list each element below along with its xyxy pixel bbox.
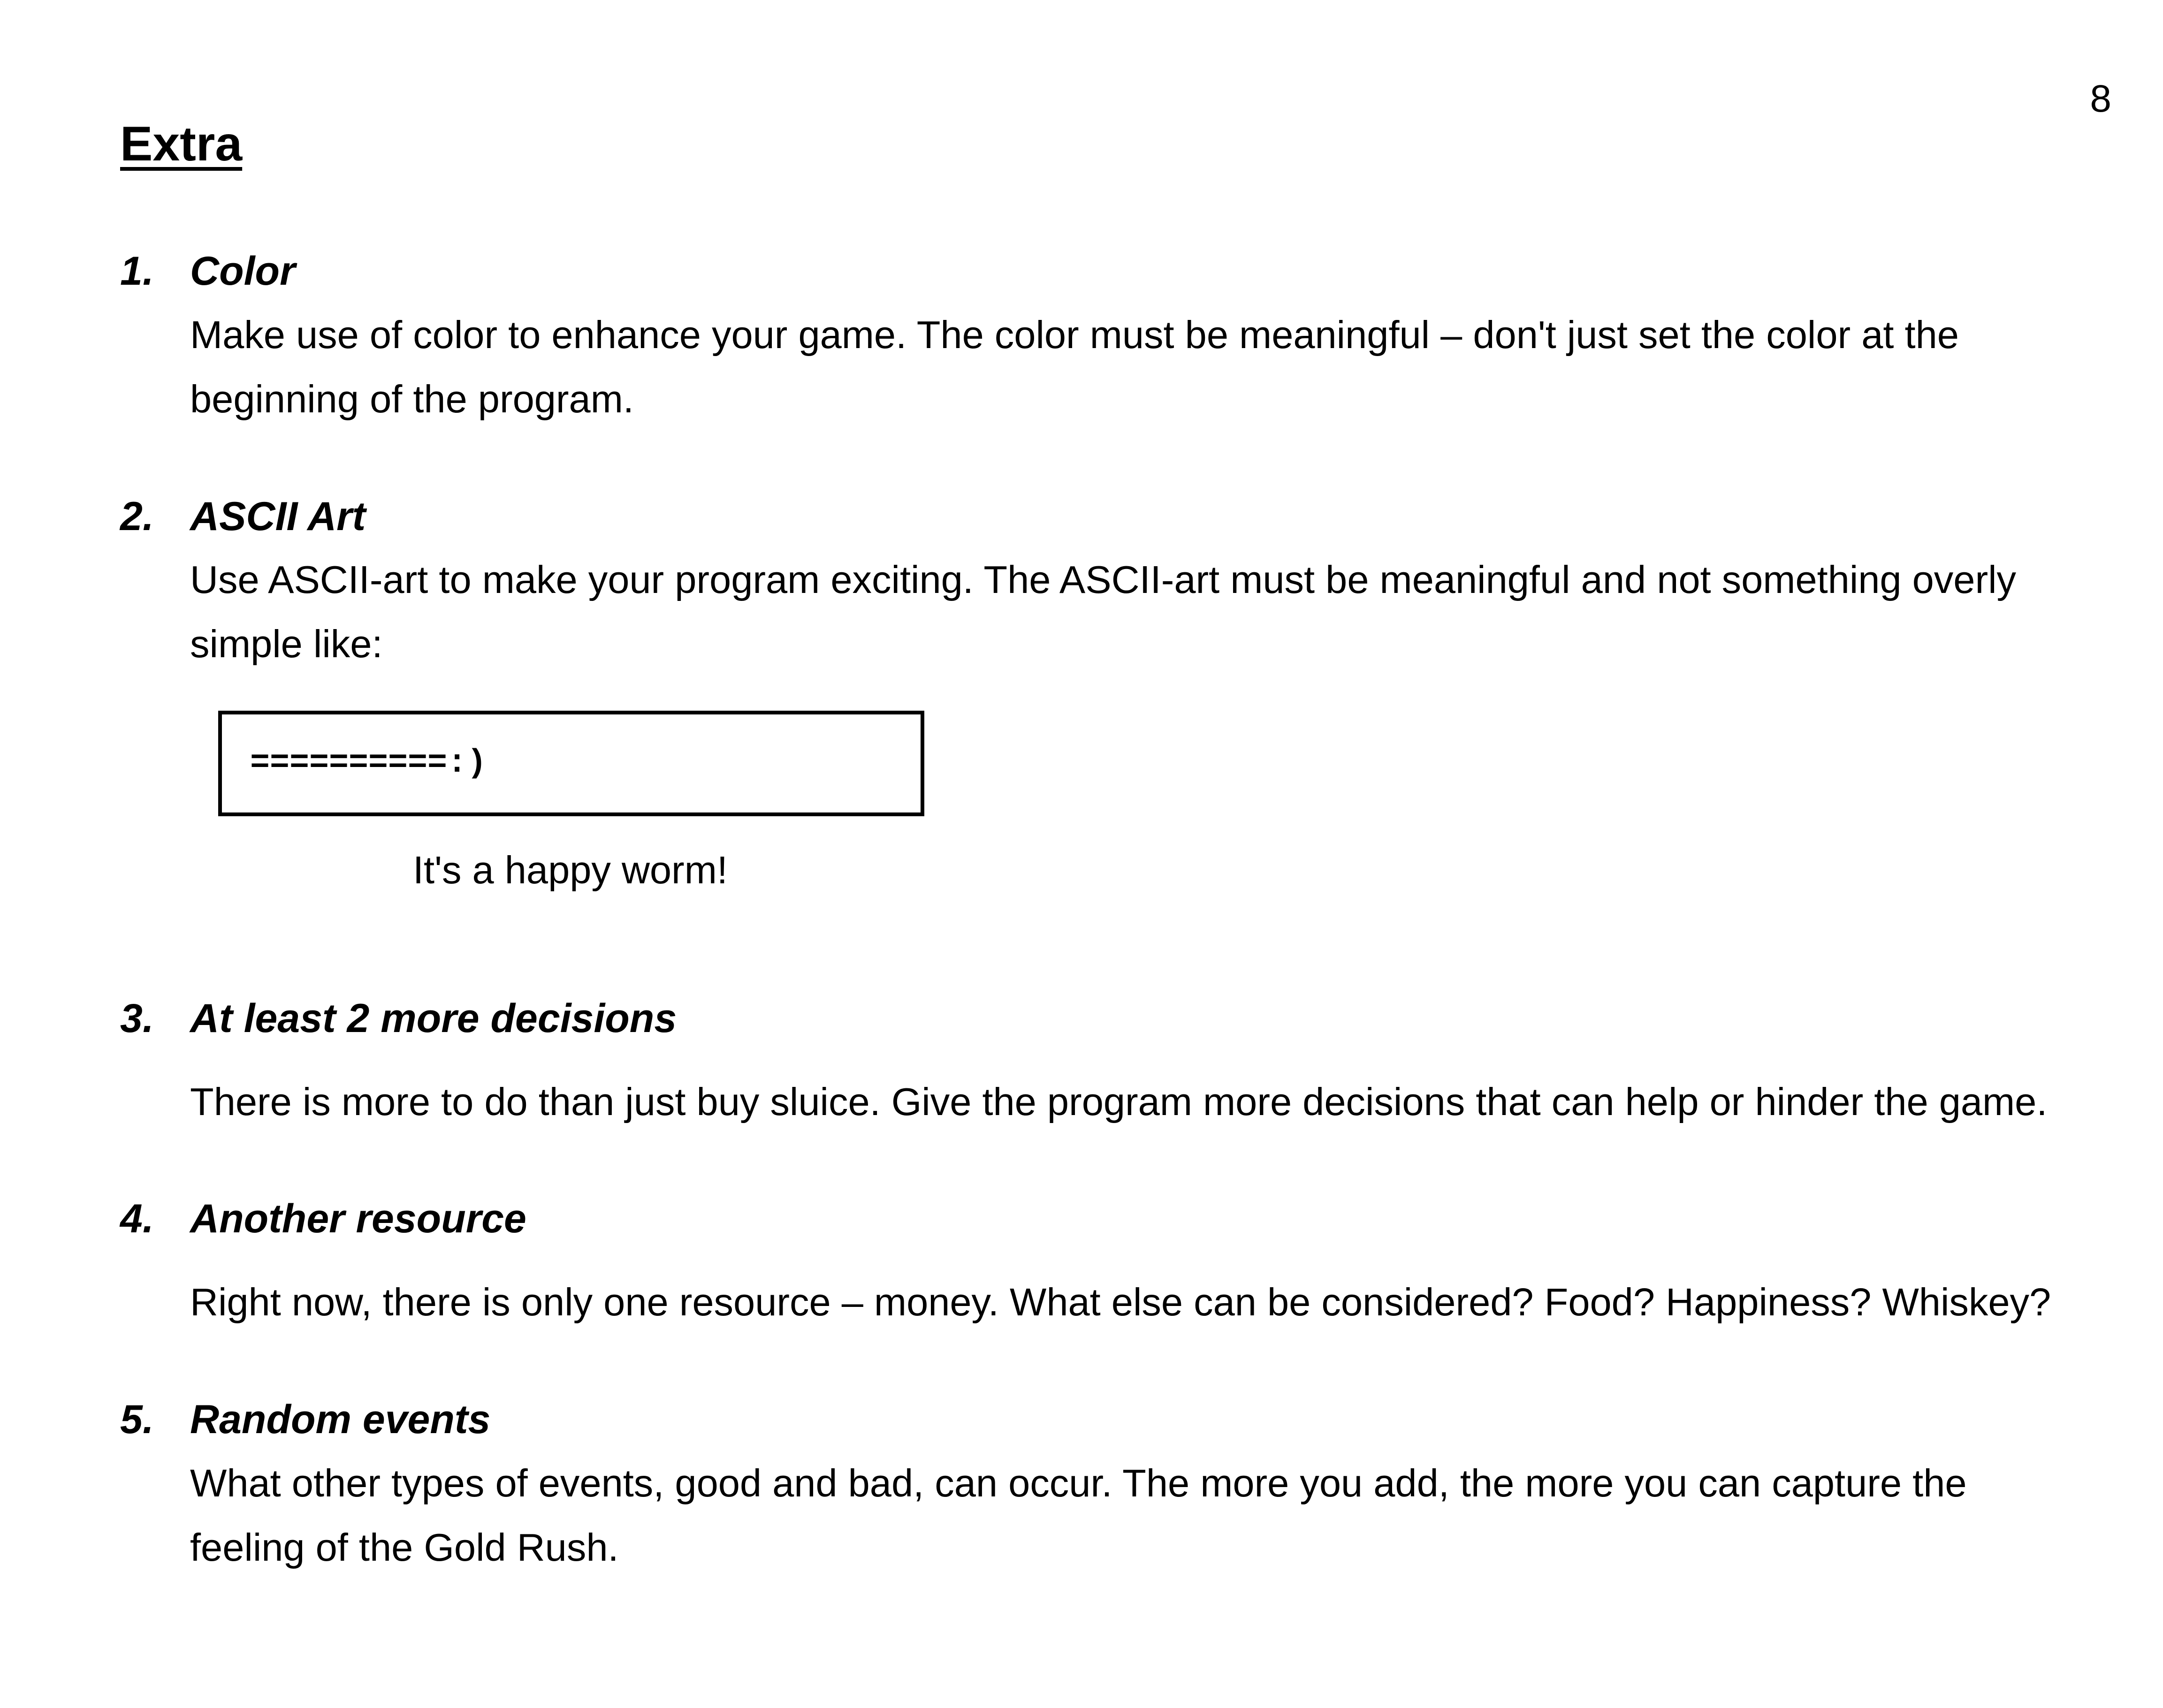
item-5-body xyxy=(190,1451,1967,1579)
item-4-number: 4. xyxy=(120,1196,154,1241)
item-4-body xyxy=(190,1270,2051,1334)
item-5-heading: Random events xyxy=(190,1397,491,1442)
item-4-heading: Another resource xyxy=(190,1196,526,1241)
item-5-number: 5. xyxy=(120,1397,154,1442)
ascii-art-caption: It's a happy worm! xyxy=(413,848,728,892)
item-5-line-1: What other types of events, good and bad, can occur. The more you add, the more you can capture the xyxy=(190,1461,1967,1505)
item-2-number: 2. xyxy=(120,494,154,539)
item-4-line-1: Right now, there is only one resource – money. What else can be considered? Food? Happiness? Whiskey? xyxy=(190,1280,2051,1324)
item-1-line-1: Make use of color to enhance your game. The color must be meaningful – don't just set the color at the xyxy=(190,313,1959,357)
item-3-heading: At least 2 more decisions xyxy=(190,996,677,1041)
item-3-number: 3. xyxy=(120,996,154,1041)
item-2-heading: ASCII Art xyxy=(190,494,366,539)
page-number: 8 xyxy=(2090,77,2111,120)
page-title: Extra xyxy=(120,117,243,171)
ascii-art-box xyxy=(218,711,924,816)
item-3-line-1: There is more to do than just buy sluice. Give the program more decisions that can help or hinder the game. xyxy=(190,1080,2048,1123)
item-1-number: 1. xyxy=(120,249,154,294)
item-1-heading: Color xyxy=(190,249,296,294)
item-3-body xyxy=(190,1070,2047,1134)
item-2-line-1: Use ASCII-art to make your program exciting. The ASCII-art must be meaningful and not something overly xyxy=(190,558,2017,601)
ascii-art-worm: ==========:) xyxy=(250,745,487,782)
item-5-line-2: feeling of the Gold Rush. xyxy=(190,1526,619,1569)
item-2-body xyxy=(190,547,2016,676)
item-2-line-2: simple like: xyxy=(190,622,383,666)
item-1-body xyxy=(190,303,1959,431)
item-1-line-2: beginning of the program. xyxy=(190,377,634,421)
